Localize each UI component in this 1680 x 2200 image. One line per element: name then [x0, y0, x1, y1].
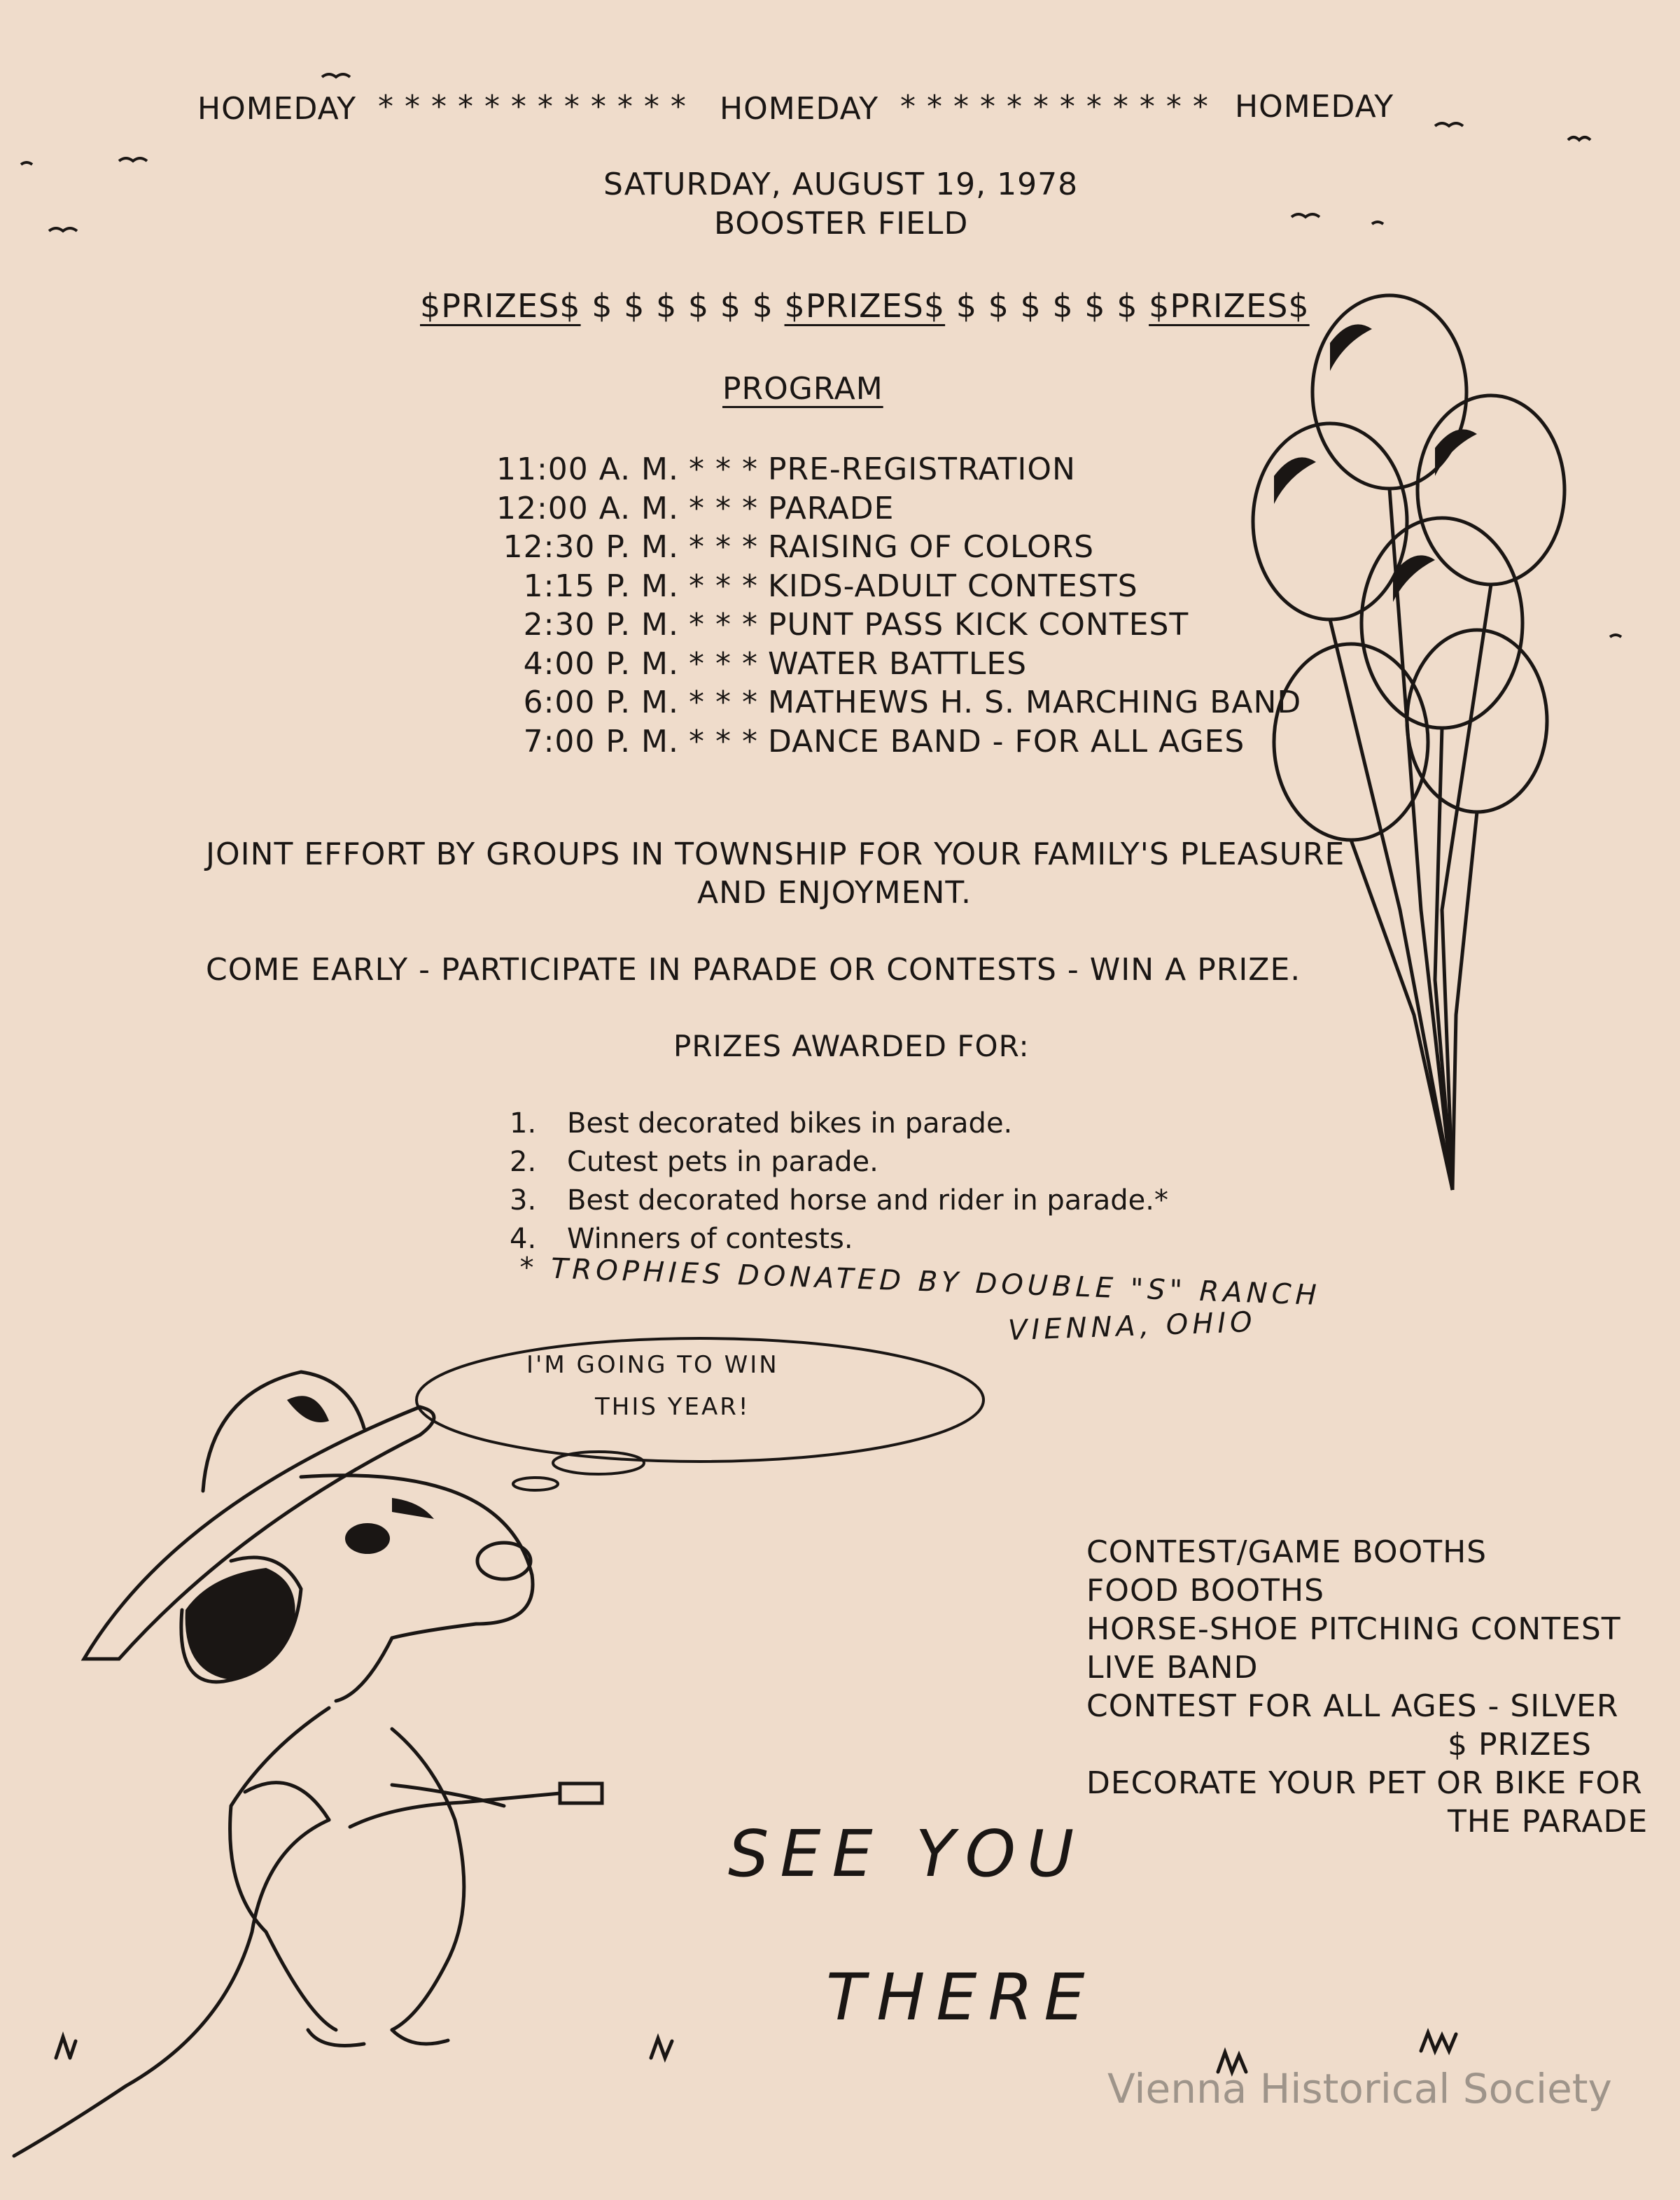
- program-heading: PROGRAM: [722, 371, 883, 407]
- program-event: KIDS-ADULT CONTESTS: [767, 568, 1138, 604]
- program-time: 1:15 P. M.: [523, 568, 679, 604]
- activity-item: CONTEST/GAME BOOTHS: [1086, 1534, 1488, 1570]
- activity-item: THE PARADE: [1448, 1804, 1648, 1840]
- program-time: 2:30 P. M.: [523, 607, 679, 643]
- program-separator: * * *: [689, 685, 758, 720]
- program-separator: * * *: [689, 607, 758, 643]
- prize-text: Best decorated bikes in parade.: [567, 1107, 1013, 1140]
- activity-item: CONTEST FOR ALL AGES - SILVER: [1086, 1688, 1619, 1724]
- event-location: BOOSTER FIELD: [714, 206, 969, 241]
- header-homeday-right: HOMEDAY: [1235, 89, 1394, 125]
- program-time: 12:30 P. M.: [503, 529, 679, 565]
- dollar-sep-2: $ $ $ $ $ $: [955, 287, 1138, 325]
- program-time: 12:00 A. M.: [496, 490, 679, 526]
- prize-number: 4.: [510, 1223, 537, 1255]
- trophies-note-line1: * TROPHIES DONATED BY DOUBLE "S" RANCH: [519, 1252, 1322, 1312]
- program-event: PRE-REGISTRATION: [767, 451, 1076, 487]
- prize-text: Best decorated horse and rider in parade.*: [567, 1184, 1168, 1217]
- see-you-text: SEE YOU: [728, 1816, 1086, 1891]
- program-separator: * * *: [689, 645, 758, 682]
- program-separator: * * *: [689, 490, 758, 526]
- program-time: 6:00 P. M.: [523, 685, 679, 720]
- come-early-line: COME EARLY - PARTICIPATE IN PARADE OR CONTESTS - WIN A PRIZE.: [206, 952, 1301, 988]
- program-separator: * * *: [689, 529, 758, 565]
- activity-item: HORSE-SHOE PITCHING CONTEST: [1086, 1611, 1621, 1647]
- program-event: MATHEWS H. S. MARCHING BAND: [767, 685, 1302, 720]
- there-text: THERE: [826, 1960, 1096, 2035]
- activity-item: FOOD BOOTHS: [1086, 1573, 1325, 1609]
- trophies-note-line2: VIENNA, OHIO: [1007, 1305, 1257, 1347]
- program-separator: * * *: [689, 568, 758, 604]
- program-time: 4:00 P. M.: [523, 645, 679, 682]
- prize-word-2: $PRIZES$: [784, 287, 946, 325]
- program-time: 7:00 P. M.: [523, 723, 679, 759]
- speech-line2: THIS YEAR!: [595, 1393, 750, 1421]
- program-event: WATER BATTLES: [767, 645, 1028, 682]
- prize-number: 2.: [510, 1146, 537, 1178]
- dollar-sep-1: $ $ $ $ $ $: [592, 287, 774, 325]
- program-separator: * * *: [689, 451, 758, 487]
- header-homeday-center: HOMEDAY: [720, 91, 879, 127]
- header-stars-left: * * * * * * * * * * * *: [378, 89, 687, 125]
- activity-item: LIVE BAND: [1086, 1650, 1259, 1686]
- prize-word-3: $PRIZES$: [1149, 287, 1310, 325]
- prize-number: 3.: [510, 1184, 537, 1217]
- header-homeday-left: HOMEDAY: [197, 91, 357, 127]
- program-event: PUNT PASS KICK CONTEST: [767, 607, 1189, 643]
- program-time: 11:00 A. M.: [496, 451, 679, 487]
- activity-item: DECORATE YOUR PET OR BIKE FOR: [1086, 1765, 1643, 1801]
- prize-text: Winners of contests.: [567, 1223, 853, 1255]
- prize-text: Cutest pets in parade.: [567, 1146, 878, 1178]
- program-event: PARADE: [767, 490, 895, 526]
- watermark-text: Vienna Historical Society: [1107, 2065, 1612, 2113]
- joint-effort-line1: JOINT EFFORT BY GROUPS IN TOWNSHIP FOR YOUR FAMILY'S PLEASURE: [206, 836, 1345, 872]
- prize-number: 1.: [510, 1107, 537, 1140]
- joint-effort-line2: AND ENJOYMENT.: [697, 875, 972, 911]
- program-separator: * * *: [689, 723, 758, 759]
- event-date: SATURDAY, AUGUST 19, 1978: [603, 167, 1079, 202]
- program-event: DANCE BAND - FOR ALL AGES: [767, 723, 1245, 759]
- prize-word-1: $PRIZES$: [420, 287, 581, 325]
- speech-line1: I'M GOING TO WIN: [526, 1351, 779, 1379]
- activity-item: $ PRIZES: [1448, 1727, 1592, 1763]
- program-event: RAISING OF COLORS: [767, 529, 1095, 565]
- prizes-awarded-heading: PRIZES AWARDED FOR:: [673, 1029, 1030, 1063]
- header-stars-right: * * * * * * * * * * * *: [900, 89, 1209, 125]
